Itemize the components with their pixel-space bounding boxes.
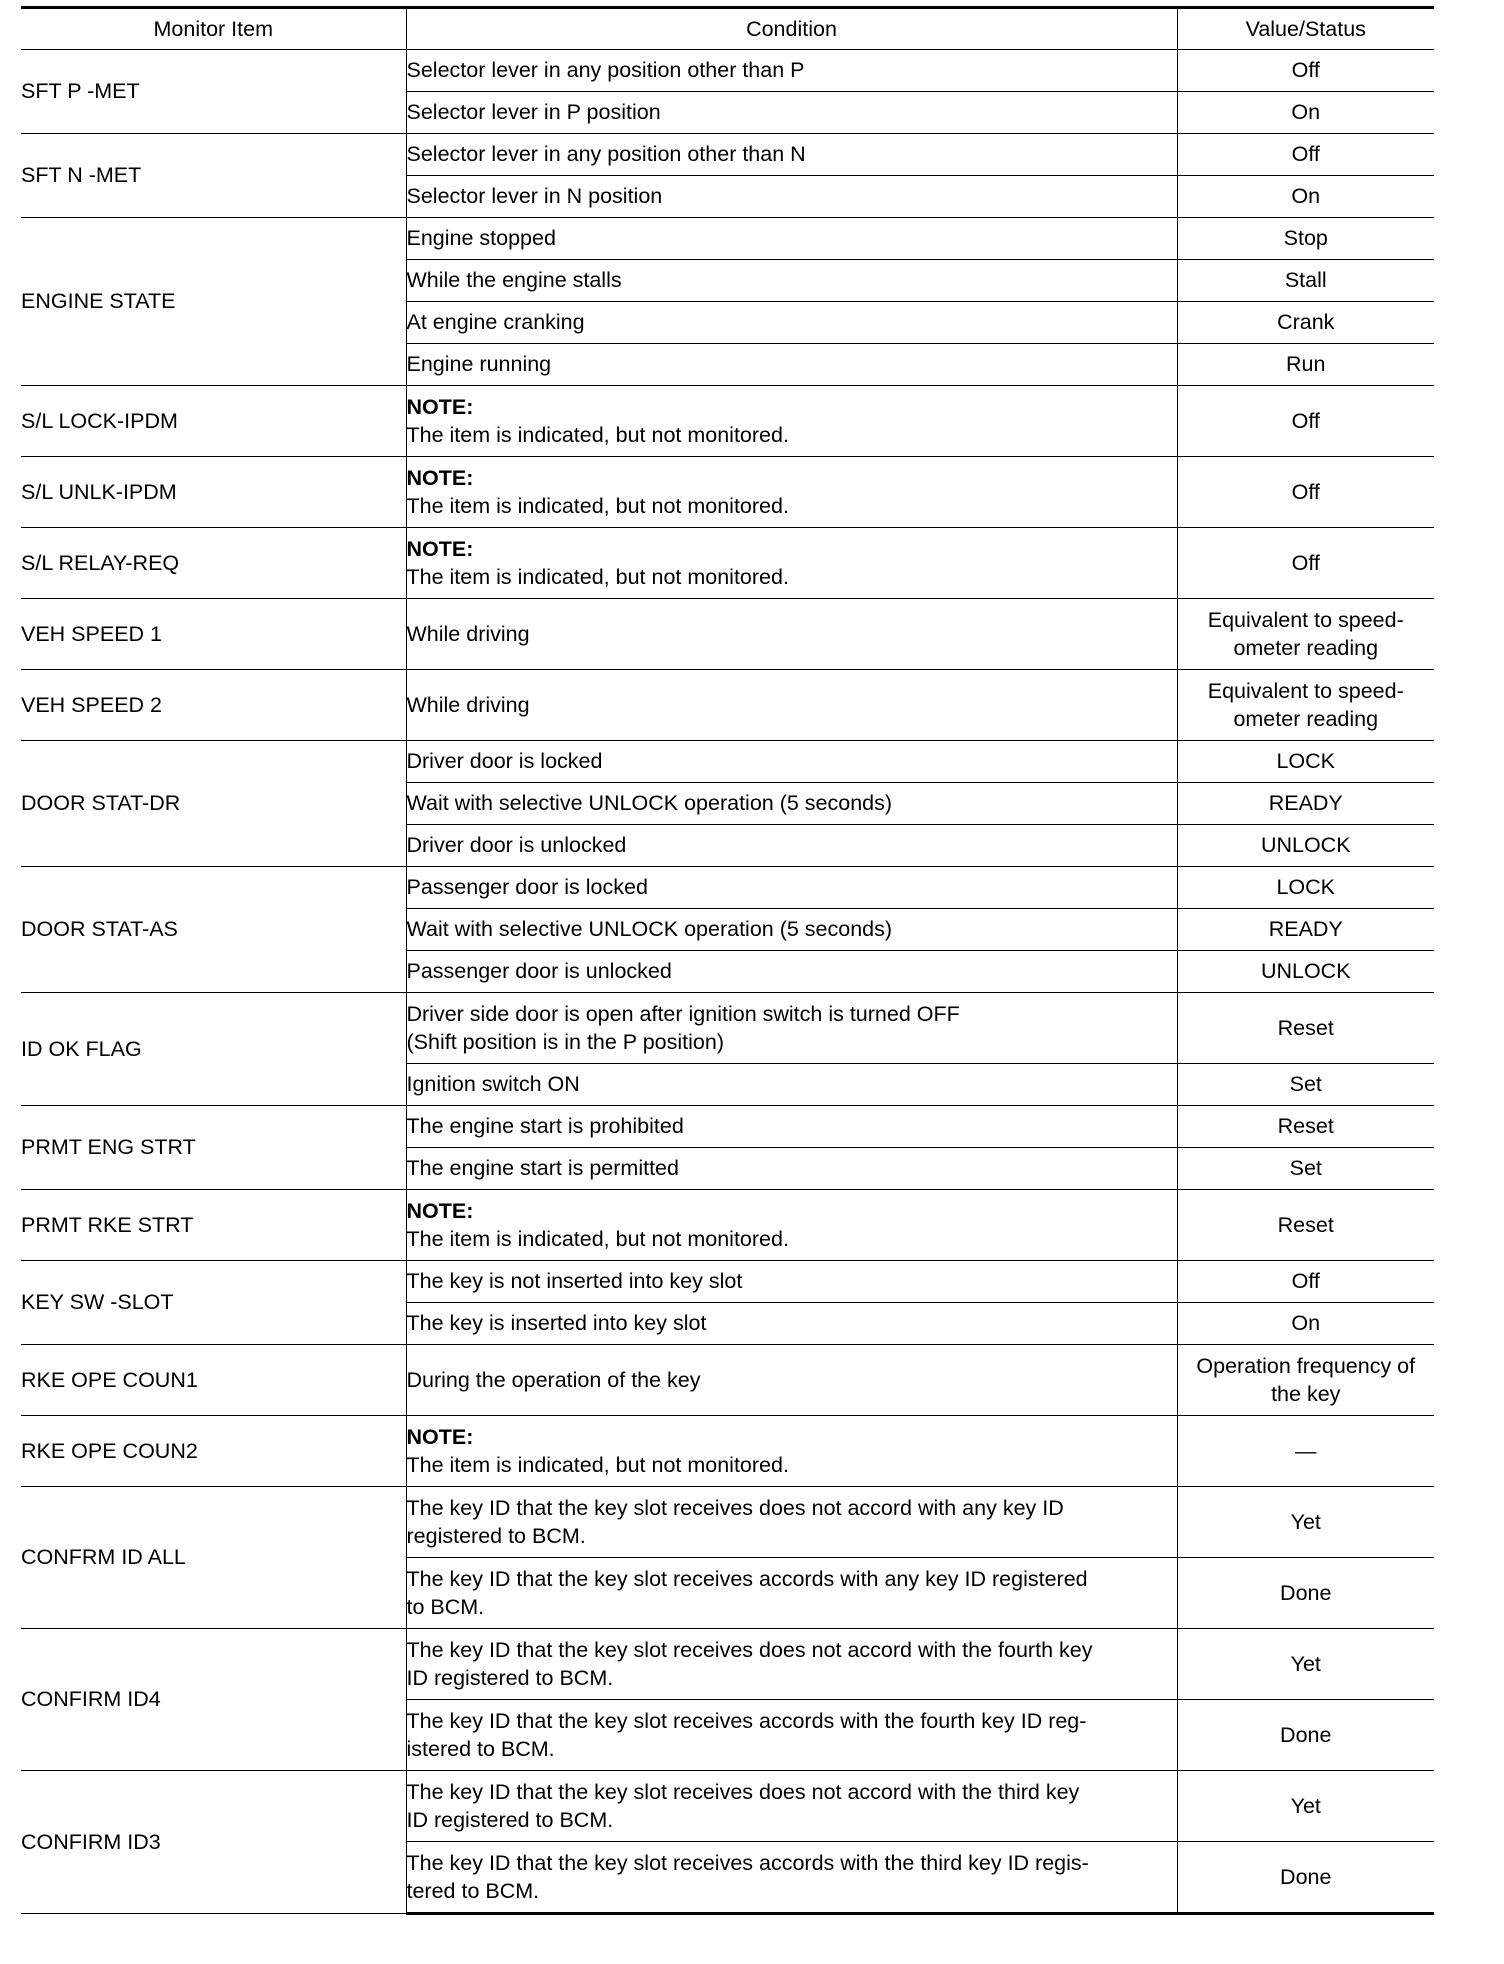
condition-cell [406,344,1177,386]
condition-text: The key ID that the key slot receives accords with the fourth key ID reg- istered to BCM. [406,1708,1087,1761]
condition-cell [406,1629,1177,1700]
value-status-cell: Yet [1177,1487,1434,1558]
condition-text: Selector lever in N position [406,184,663,209]
value-status-cell: Done [1177,1558,1434,1629]
condition-cell [406,909,1177,951]
table-row [21,1261,1434,1303]
monitor-item-cell: VEH SPEED 1 [21,599,406,670]
condition-cell [406,1303,1177,1345]
monitor-item-cell: VEH SPEED 2 [21,670,406,741]
condition-text: The key is inserted into key slot [406,1311,707,1336]
condition-cell [406,993,1177,1064]
condition-text: Driver door is locked [406,749,603,774]
value-status-cell: Equivalent to speed- ometer reading [1177,670,1434,741]
condition-cell [406,670,1177,741]
condition-text: While the engine stalls [406,268,622,293]
note-label: NOTE: [406,1424,474,1449]
value-status-cell: Stall [1177,260,1434,302]
table-row [21,134,1434,176]
monitor-item-cell: S/L UNLK-IPDM [21,457,406,528]
condition-text: The key ID that the key slot receives does not accord with any key ID registered to BCM. [406,1495,1064,1548]
condition-text: Wait with selective UNLOCK operation (5 seconds) [406,917,893,942]
table-row [21,1771,1434,1842]
monitor-item-cell: CONFIRM ID3 [21,1771,406,1914]
note-label: NOTE: [406,465,474,490]
condition-text: While driving [406,621,530,646]
monitor-item-cell: S/L RELAY-REQ [21,528,406,599]
condition-cell [406,1842,1177,1914]
condition-text: The item is indicated, but not monitored. [406,494,789,518]
value-status-cell: Done [1177,1700,1434,1771]
monitor-item-cell: PRMT RKE STRT [21,1190,406,1261]
value-status-cell: On [1177,92,1434,134]
value-status-cell: Reset [1177,1190,1434,1261]
table-row [21,386,1434,457]
condition-text: The item is indicated, but not monitored. [406,1227,789,1251]
monitor-item-cell: S/L LOCK-IPDM [21,386,406,457]
value-status-cell: Set [1177,1148,1434,1190]
condition-text: The engine start is permitted [406,1156,679,1181]
condition-text: Selector lever in any position other than N [406,142,806,167]
table-row [21,1629,1434,1700]
condition-cell [406,92,1177,134]
header-monitor-item: Monitor Item [21,8,406,50]
condition-cell [406,599,1177,670]
condition-text: The key ID that the key slot receives does not accord with the third key ID registered to BCM. [406,1779,1080,1832]
condition-cell [406,1190,1177,1261]
monitor-item-table [21,6,1434,1915]
condition-cell [406,528,1177,599]
table-header-row [21,8,1434,50]
condition-text: Driver side door is open after ignition switch is turned OFF (Shift position is in the P position) [406,1001,960,1054]
condition-cell [406,1261,1177,1303]
condition-cell [406,1064,1177,1106]
condition-text: Engine running [406,352,552,377]
condition-cell [406,783,1177,825]
condition-text: Engine stopped [406,226,556,251]
condition-cell [406,1771,1177,1842]
condition-cell [406,1148,1177,1190]
condition-cell [406,50,1177,92]
monitor-item-cell: SFT N -MET [21,134,406,218]
value-status-cell: Reset [1177,993,1434,1064]
condition-text: The item is indicated, but not monitored. [406,1453,789,1477]
condition-cell [406,1106,1177,1148]
value-status-cell: Off [1177,528,1434,599]
value-status-cell: Crank [1177,302,1434,344]
value-status-cell: Set [1177,1064,1434,1106]
table-row [21,457,1434,528]
condition-cell [406,302,1177,344]
condition-text: While driving [406,692,530,717]
condition-text: Selector lever in any position other than P [406,58,805,83]
condition-cell [406,825,1177,867]
value-status-cell: Off [1177,386,1434,457]
condition-text: The engine start is prohibited [406,1114,684,1139]
header-value-status: Value/Status [1177,8,1434,50]
table-row [21,670,1434,741]
value-status-cell: Reset [1177,1106,1434,1148]
monitor-item-cell: SFT P -MET [21,50,406,134]
condition-text: During the operation of the key [406,1367,701,1392]
condition-cell [406,260,1177,302]
monitor-item-cell: PRMT ENG STRT [21,1106,406,1190]
table-row [21,1416,1434,1487]
condition-cell [406,176,1177,218]
table-row [21,218,1434,260]
value-status-cell: — [1177,1416,1434,1487]
value-status-cell: Yet [1177,1771,1434,1842]
condition-text: The key is not inserted into key slot [406,1269,743,1294]
condition-text: Passenger door is unlocked [406,959,672,984]
condition-cell [406,951,1177,993]
value-status-cell: READY [1177,783,1434,825]
value-status-cell: Off [1177,50,1434,92]
value-status-cell: Off [1177,457,1434,528]
header-condition: Condition [406,8,1177,50]
condition-text: At engine cranking [406,310,585,335]
note-label: NOTE: [406,394,474,419]
monitor-item-cell: CONFRM ID ALL [21,1487,406,1629]
condition-text: Selector lever in P position [406,100,661,125]
condition-cell [406,386,1177,457]
table-row [21,993,1434,1064]
table-row [21,528,1434,599]
value-status-cell: READY [1177,909,1434,951]
condition-text: Passenger door is locked [406,875,648,900]
monitor-item-cell: CONFIRM ID4 [21,1629,406,1771]
table-body [21,50,1434,1914]
table-row [21,50,1434,92]
condition-text: The key ID that the key slot receives accords with any key ID registered to BCM. [406,1566,1088,1619]
monitor-item-cell: KEY SW -SLOT [21,1261,406,1345]
table-row [21,599,1434,670]
table-row [21,1487,1434,1558]
value-status-cell: Off [1177,1261,1434,1303]
condition-cell [406,1487,1177,1558]
value-status-cell: On [1177,176,1434,218]
note-label: NOTE: [406,1198,474,1223]
monitor-item-table-sheet [21,6,1434,1915]
value-status-cell: Off [1177,134,1434,176]
monitor-item-cell: RKE OPE COUN1 [21,1345,406,1416]
condition-text: Ignition switch ON [406,1072,580,1097]
value-status-cell: LOCK [1177,741,1434,783]
table-row [21,1345,1434,1416]
condition-cell [406,457,1177,528]
monitor-item-cell: ENGINE STATE [21,218,406,386]
condition-text: The item is indicated, but not monitored. [406,423,789,447]
value-status-cell: Operation frequency of the key [1177,1345,1434,1416]
condition-text: The key ID that the key slot receives accords with the third key ID regis- tered to BCM. [406,1850,1089,1903]
monitor-item-cell: DOOR STAT-DR [21,741,406,867]
value-status-cell: On [1177,1303,1434,1345]
value-status-cell: Yet [1177,1629,1434,1700]
condition-cell [406,218,1177,260]
value-status-cell: Done [1177,1842,1434,1914]
note-label: NOTE: [406,536,474,561]
condition-cell [406,1558,1177,1629]
condition-cell [406,1345,1177,1416]
value-status-cell: LOCK [1177,867,1434,909]
monitor-item-cell: DOOR STAT-AS [21,867,406,993]
condition-text: The item is indicated, but not monitored. [406,565,789,589]
table-row [21,1190,1434,1261]
condition-cell [406,134,1177,176]
condition-cell [406,741,1177,783]
monitor-item-cell: ID OK FLAG [21,993,406,1106]
table-row [21,867,1434,909]
value-status-cell: Run [1177,344,1434,386]
condition-cell [406,867,1177,909]
condition-cell [406,1700,1177,1771]
condition-text: The key ID that the key slot receives does not accord with the fourth key ID registered to BCM. [406,1637,1093,1690]
condition-text: Wait with selective UNLOCK operation (5 seconds) [406,791,893,816]
condition-cell [406,1416,1177,1487]
value-status-cell: Equivalent to speed- ometer reading [1177,599,1434,670]
condition-text: Driver door is unlocked [406,833,627,858]
value-status-cell: UNLOCK [1177,825,1434,867]
table-row [21,1106,1434,1148]
table-row [21,741,1434,783]
value-status-cell: Stop [1177,218,1434,260]
value-status-cell: UNLOCK [1177,951,1434,993]
monitor-item-cell: RKE OPE COUN2 [21,1416,406,1487]
